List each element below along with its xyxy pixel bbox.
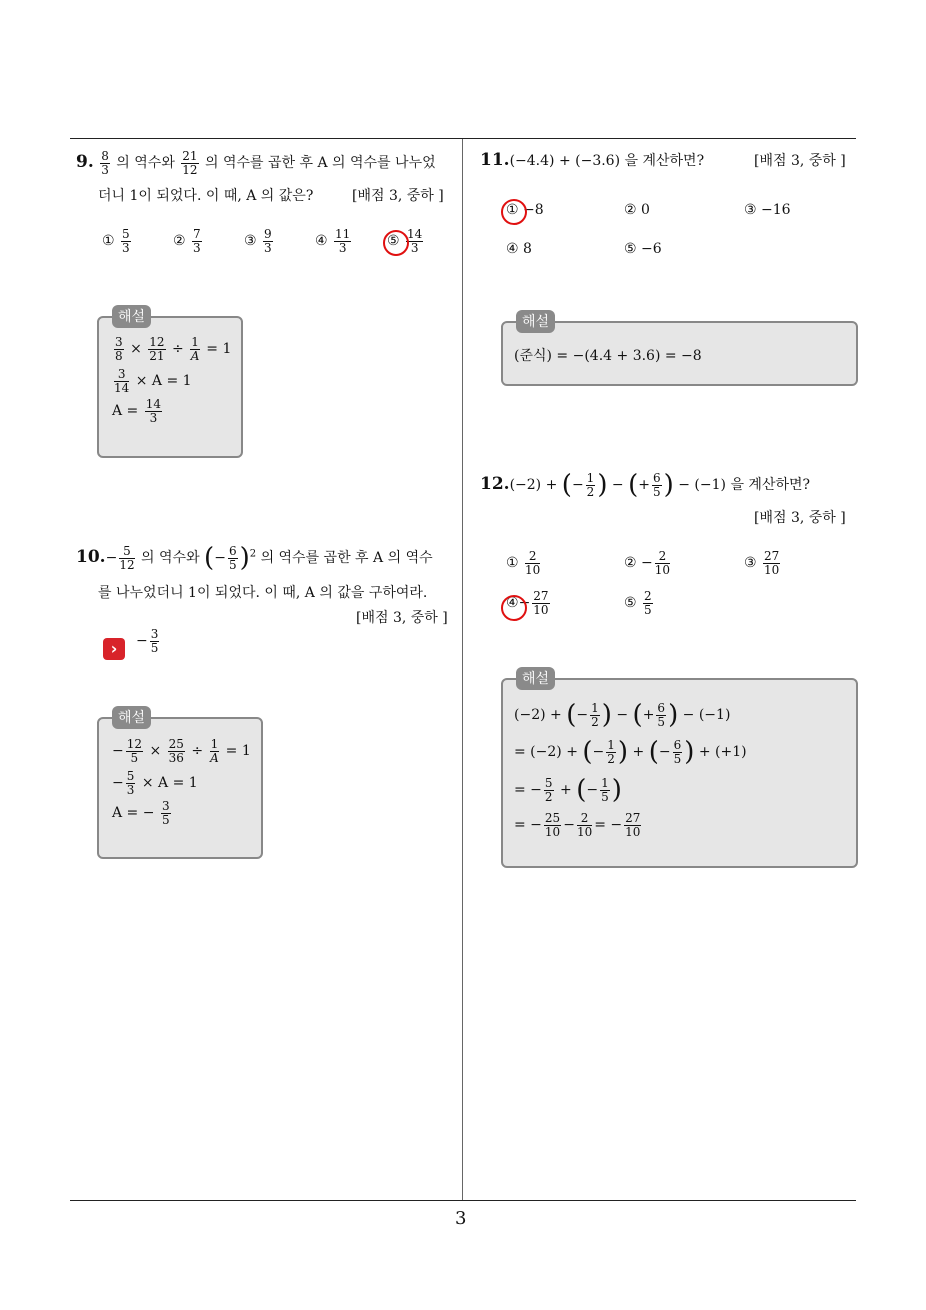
q12-score: [배점 3, 중하 ]	[754, 510, 846, 526]
q10-frac1: $\frac{5}{12}$	[119, 543, 135, 572]
q9-frac1: $\frac{8}{3}$	[101, 149, 109, 177]
q11-choice-4[interactable]: ④ 8	[506, 241, 532, 257]
q9-choice-5[interactable]: ⑤ $\frac{14}{3}$	[387, 227, 423, 255]
q9-frac2: $\frac{21}{12}$	[182, 149, 198, 177]
q11-stem: 11.(−4.4) + (−3.6) 을 계산하면?	[480, 150, 705, 170]
q11-answer-circle-icon	[501, 199, 527, 225]
q12-choice-2[interactable]: ② − $\frac{2}{10}$	[624, 549, 671, 577]
q10-number: 10.	[76, 547, 106, 567]
q10-frac2: $\frac{6}{5}$	[228, 543, 237, 572]
q9-choice-1[interactable]: ① $\frac{5}{3}$	[102, 227, 130, 255]
q12-explanation-tag: 해설	[516, 667, 555, 690]
top-rule	[70, 138, 856, 139]
q10-explanation-tag: 해설	[112, 706, 151, 729]
q10-explain-line2: − $\frac{5}{3}$ × A = 1	[112, 769, 198, 797]
q9-answer-circle-icon	[383, 230, 409, 256]
page-number: 3	[455, 1208, 467, 1229]
q12-explain-line3: = − $\frac{5}{2}$ + (− $\frac{1}{5}$ )	[514, 775, 622, 805]
q12-choice-1[interactable]: ① $\frac{2}{10}$	[506, 549, 541, 577]
q9-choice-2[interactable]: ② $\frac{7}{3}$	[173, 227, 201, 255]
q9-explain-line2: $\frac{3}{14}$ × A = 1	[114, 367, 192, 395]
q11-choice-5[interactable]: ⑤ −6	[624, 241, 662, 257]
q10-text2: 의 역수를 곱한 후 A 의 역수	[260, 550, 433, 566]
q11-explanation-tag: 해설	[516, 310, 555, 333]
q11-choice-1[interactable]: ① −8	[506, 202, 544, 218]
q9-text2: 의 역수를 곱한 후 A 의 역수를 나누었	[205, 155, 436, 172]
q11-explain-line: (준식) = −(4.4 + 3.6) = −8	[514, 348, 702, 364]
q9-number: 9.	[76, 152, 94, 173]
q12-number: 12.	[480, 474, 510, 494]
q12-explain-line2: = (−2) + (− $\frac{1}{2}$ ) + (− $\frac{6}{5}$ ) + (+1)	[514, 737, 747, 767]
q11-choice-3[interactable]: ③ −16	[744, 202, 791, 218]
q9-stem-line1	[76, 150, 436, 176]
q9-choice-3[interactable]: ③ $\frac{9}{3}$	[244, 227, 272, 255]
q9-explanation-tag: 해설	[112, 305, 151, 328]
q12-choice-5[interactable]: ⑤ $\frac{2}{5}$	[624, 589, 652, 617]
column-divider	[462, 139, 463, 1201]
q11-number: 11.	[480, 150, 510, 170]
q9-stem-line2: 더니 1이 되었다. 이 때, A 의 값은?	[98, 188, 314, 204]
q10-answer: − $\frac{3}{5}$	[136, 627, 159, 655]
q10-text1: 의 역수와	[141, 550, 200, 566]
q9-text1: 의 역수와	[116, 155, 175, 172]
q12-explain-line1: (−2) + (− $\frac{1}{2}$ ) − (+ $\frac{6}{5}$ ) − (−1)	[514, 700, 731, 730]
q11-choice-2[interactable]: ② 0	[624, 202, 650, 218]
q12-answer-circle-icon	[501, 595, 527, 621]
q12-choice-4[interactable]: ④− $\frac{27}{10}$	[506, 589, 549, 617]
q10-stem-line1: 10.− $\frac{5}{12}$ 의 역수와 (− $\frac{6}{5}$ )$^2$ 의 역수를 곱한 후 A 의 역수	[76, 543, 433, 573]
bottom-rule	[70, 1200, 856, 1201]
q10-score: [배점 3, 중하 ]	[356, 610, 448, 626]
q10-explain-line3: A = − $\frac{3}{5}$	[112, 799, 170, 827]
q9-explain-line3: A = $\frac{14}{3}$	[112, 397, 162, 425]
q12-stem: 12.(−2) + (− $\frac{1}{2}$ ) − (+ $\frac{6}{5}$ ) − (−1) 을 계산하면?	[480, 470, 811, 500]
q10-explain-line1: − $\frac{12}{5}$ × $\frac{25}{36}$ ÷ $\frac{1}{A}$ = 1	[112, 737, 251, 765]
q11-score: [배점 3, 중하 ]	[754, 153, 846, 169]
q9-score: [배점 3, 중하 ]	[352, 188, 444, 204]
q9-explain-line1: $\frac{3}{8}$ × $\frac{12}{21}$ ÷ $\frac{1}{A}$ = 1	[115, 335, 232, 363]
q9-choice-4[interactable]: ④ $\frac{11}{3}$	[315, 227, 351, 255]
q12-choice-3[interactable]: ③ $\frac{27}{10}$	[744, 549, 780, 577]
q10-stem-line2: 를 나누었더니 1이 되었다. 이 때, A 의 값을 구하여라.	[98, 585, 428, 601]
q12-explain-line4: = − $\frac{25}{10}$ − $\frac{2}{10}$ = − $\frac{27}{10}$	[514, 811, 641, 839]
answer-arrow-icon: ›	[103, 638, 125, 660]
